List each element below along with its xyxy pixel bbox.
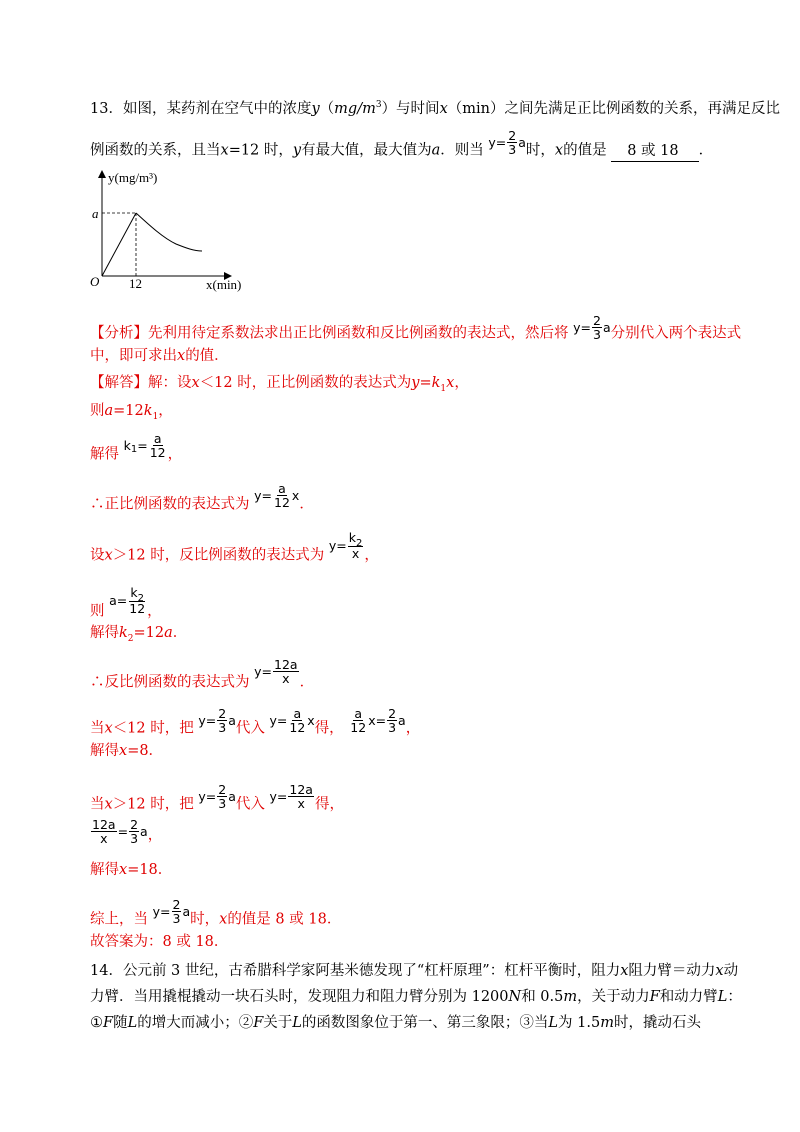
q13-line1	[90, 95, 780, 119]
circled-1: ①	[90, 1015, 103, 1031]
fraction-a-12	[149, 432, 167, 459]
x-axis-label: x(min)	[206, 277, 242, 292]
q13-line2-text4: ．则当	[440, 142, 484, 159]
formula-y-eq-12a-x	[254, 658, 299, 685]
case1-text2: ＜12 时，把	[112, 720, 194, 737]
math-y: y	[488, 134, 496, 150]
fraction-2-3	[172, 898, 182, 925]
unit-N: N	[508, 989, 522, 1005]
summary-line	[90, 897, 342, 933]
eq-12: =12	[133, 625, 165, 641]
set2-text: 设	[90, 547, 105, 564]
var-a: a	[164, 625, 173, 641]
frac-num: 2	[218, 706, 227, 721]
var-a: a	[104, 403, 114, 419]
set2-text2: ＞12 时，反比例函数的表达式为	[112, 547, 325, 564]
formula-y-eq-a-12-x	[269, 707, 314, 734]
q13-line2-text2: =12 时，	[228, 142, 293, 159]
math-a: a	[398, 712, 406, 728]
math-eq: =	[261, 663, 272, 679]
sub-2: 2	[127, 633, 134, 644]
q13-line2-end: ．	[698, 142, 714, 159]
substitute-text: 代入	[235, 720, 265, 737]
math-k: k	[123, 437, 131, 453]
math-x: x	[368, 712, 376, 728]
fraction-k2-x	[348, 531, 364, 560]
frac-den: 12	[289, 720, 306, 735]
var-x: x	[191, 375, 200, 391]
q14-text7: 和动力臂	[659, 989, 718, 1005]
comma: ，	[167, 446, 183, 463]
frac-num: 12a	[92, 817, 116, 832]
var-x: x	[104, 720, 113, 737]
equation-12a-x-eq-2-3-a	[90, 818, 148, 845]
inv-expr-line	[90, 657, 315, 696]
solve-text: 解得	[90, 446, 119, 463]
math-eq: =	[160, 903, 171, 919]
q14-text2: 阻力臂＝动力	[628, 963, 716, 979]
q13-line2	[90, 128, 714, 164]
math-eq: =	[117, 823, 129, 839]
frac-den: 3	[593, 327, 601, 342]
q14-text4: 力臂．当用撬棍撬动一块石头时，发现阻力和阻力臂分别为 1200	[90, 989, 509, 1005]
fraction-2-3	[217, 783, 227, 810]
formula-y-eq-2-3-a	[573, 314, 611, 341]
math-a: a	[140, 823, 148, 839]
formula-y-eq-k2-x	[329, 531, 365, 560]
fraction-k2-12	[128, 586, 146, 615]
var-x: x	[446, 375, 455, 391]
comma: ，	[147, 827, 163, 844]
inv-expr-text: ∴反比例函数的表达式为	[90, 674, 250, 691]
frac-num: 2	[508, 128, 517, 143]
q14-text: 14．公元前 3 世纪，古希腊科学家阿基米德发现了“杠杆原理”：杠杆平衡时，阻力	[90, 963, 621, 979]
unit-m: m	[600, 1015, 614, 1031]
q13-line1-text2: ）与时间	[381, 100, 440, 117]
frac-num	[129, 586, 145, 602]
final-answer: 故答案为：8 或 18．	[90, 934, 229, 950]
var-x: x	[715, 963, 724, 979]
var-x: x	[620, 963, 629, 979]
fraction-2-3	[592, 314, 602, 341]
final-answer-line	[90, 932, 228, 952]
fraction-2-3	[387, 707, 397, 734]
q13-line1-text3: （min）之间先满足正比例函数的关系，再满足反比	[447, 100, 780, 117]
math-k: k	[348, 530, 356, 545]
math-eq: =	[336, 537, 347, 553]
var-L: L	[292, 1015, 302, 1031]
expr-y-k1: y=k	[411, 375, 441, 391]
frac-den: 3	[218, 720, 227, 735]
case1-text: 当	[90, 720, 105, 737]
solve-x8-line	[90, 741, 163, 761]
var-y: y	[311, 100, 320, 117]
math-x: x	[291, 487, 300, 503]
math-y: y	[198, 788, 206, 804]
frac-num: 2	[130, 817, 139, 832]
var-k: k	[143, 403, 153, 419]
fraction-2-3	[507, 129, 517, 156]
frac-num: 2	[218, 782, 227, 797]
frac-num: a	[153, 431, 162, 446]
linear-segment	[102, 213, 136, 276]
formula-y-eq-a-12-x	[254, 482, 299, 509]
var-x: x	[119, 862, 128, 878]
frac-num: 2	[388, 706, 397, 721]
math-x: x	[307, 712, 315, 728]
frac-den: x	[297, 796, 305, 811]
fraction-2-3	[217, 707, 227, 734]
math-y: y	[573, 319, 581, 335]
var-x: x	[104, 547, 113, 564]
math-eq: =	[495, 134, 507, 150]
q14-line3	[90, 1013, 701, 1033]
comma: ，	[405, 720, 421, 737]
formula-y-eq-2-3-a	[488, 129, 526, 156]
q14-text12: 为 1.5	[558, 1015, 601, 1031]
analysis-text2: 分别代入两个表达式	[610, 325, 742, 342]
math-eq: =	[205, 712, 217, 728]
prop-expr-text: ∴正比例函数的表达式为	[90, 496, 250, 513]
comma: ，	[454, 375, 469, 391]
fraction-a-12	[349, 707, 367, 734]
fraction-12a-x	[273, 658, 299, 685]
inverse-curve	[136, 213, 202, 251]
fraction-2-3	[129, 818, 139, 845]
q14-text6: ，关于动力	[577, 989, 650, 1005]
frac-num	[348, 531, 364, 547]
q14-text9: 的增大而减小；②	[137, 1015, 254, 1031]
math-eq: =	[205, 788, 217, 804]
math-a: a	[182, 903, 191, 919]
analysis-text: 【分析】先利用待定系数法求出正比例函数和反比例函数的表达式，然后将	[90, 325, 569, 342]
analysis-text4: 的值．	[185, 348, 229, 364]
formula-y-eq-2-3-a	[198, 783, 236, 810]
get-text: 得，	[314, 720, 344, 737]
a-label: a	[92, 206, 99, 221]
q14-text3: 动	[723, 963, 739, 979]
concentration-graph	[88, 168, 248, 296]
var-L: L	[717, 989, 728, 1005]
case2-text2: ＞12 时，把	[112, 796, 194, 813]
analysis-line1	[90, 313, 742, 347]
math-y: y	[254, 487, 262, 503]
math-eq: =	[580, 319, 591, 335]
q13-line1-text: 13．如图，某药剂在空气中的浓度	[90, 100, 312, 117]
frac-den: 3	[388, 720, 397, 735]
solve-text: 解得	[90, 862, 119, 878]
comma: ，	[158, 403, 173, 419]
fraction-a-12	[288, 707, 306, 734]
math-y: y	[152, 903, 161, 919]
frac-den: 12	[129, 601, 146, 616]
fraction-12a-x	[288, 783, 314, 810]
math-a: a	[228, 712, 236, 728]
q13-line2-text3: 有最大值，最大值为	[301, 142, 432, 159]
solve-x18-line	[90, 860, 172, 880]
origin-label: O	[90, 274, 100, 289]
substitute-text: 代入	[235, 796, 265, 813]
paren: （	[319, 100, 335, 117]
fraction-12a-x	[91, 818, 117, 845]
fraction-a-12	[273, 482, 291, 509]
q14-line2	[90, 987, 742, 1007]
q14-text5: 和 0.5	[521, 989, 564, 1005]
var-L: L	[127, 1015, 138, 1031]
frac-den: x	[351, 546, 360, 561]
math-a: a	[109, 592, 117, 608]
frac-den: 3	[172, 911, 181, 926]
var-x: x	[439, 100, 448, 117]
solve-text: 解得	[90, 625, 119, 641]
q14-line1	[90, 961, 738, 981]
var-a: a	[431, 142, 441, 159]
math-a: a	[228, 788, 236, 804]
math-sub-2: 2	[137, 593, 145, 604]
math-a: a	[518, 134, 526, 150]
solve-k2-line	[90, 623, 187, 649]
then2-line	[90, 585, 162, 626]
comma: ，	[147, 603, 162, 620]
case2-line	[90, 782, 344, 818]
var-F: F	[649, 989, 660, 1005]
var-x: x	[104, 796, 113, 813]
formula-y-eq-2-3-a	[198, 707, 236, 734]
answer-blank: 8 或 18	[611, 141, 698, 162]
unit-m: m	[563, 989, 578, 1005]
frac-num: 2	[172, 897, 181, 912]
summary-text2: 时，	[190, 911, 220, 928]
var-x: x	[220, 142, 229, 159]
math-a: a	[602, 319, 611, 335]
var-F: F	[103, 1015, 114, 1031]
frac-den: 12	[149, 445, 166, 460]
sub-1: 1	[152, 411, 159, 422]
period: ．	[299, 674, 315, 691]
analysis-line2	[90, 346, 229, 366]
equation-a-12-x-eq-2-3-a	[348, 707, 405, 734]
q13-line2-text5: 时，	[525, 142, 555, 159]
case1-line	[90, 706, 421, 742]
summary-text: 综上，当	[90, 911, 148, 928]
math-eq: =	[375, 712, 387, 728]
prop-expr-line	[90, 481, 314, 518]
solve-text: 解得	[90, 743, 119, 759]
x-tick-12: 12	[129, 276, 142, 291]
solve-k1-line	[90, 431, 183, 468]
math-y: y	[269, 712, 277, 728]
period: ．	[172, 625, 188, 641]
math-y: y	[328, 537, 337, 553]
result-8: =8．	[127, 743, 164, 759]
var-k: k	[119, 625, 128, 641]
frac-den: x	[100, 831, 108, 846]
formula-y-eq-2-3-a	[153, 898, 191, 925]
frac-den: 3	[218, 796, 227, 811]
q14-text11: 的函数图象位于第一、第三象限；③当	[301, 1015, 549, 1031]
formula-y-eq-12a-x	[269, 783, 314, 810]
var-L: L	[548, 1015, 559, 1031]
q13-line2-text6: 的值是	[563, 142, 607, 159]
math-sub-1: 1	[130, 443, 138, 455]
frac-den: 12	[274, 495, 290, 510]
formula-a-eq-k2-12	[109, 586, 147, 615]
frac-num: 2	[593, 313, 601, 328]
q14-text10: 关于	[263, 1015, 293, 1031]
q14-text8: 随	[113, 1015, 128, 1031]
case2-text: 当	[90, 796, 105, 813]
sub-1: 1	[440, 383, 447, 394]
frac-den: 3	[508, 142, 517, 157]
formula-k1-eq-a-12	[124, 432, 168, 459]
result-18: =18．	[127, 862, 173, 878]
answer-text: 【解答】解：设	[90, 375, 192, 391]
var-x: x	[219, 911, 228, 928]
summary-text3: 的值是 8 或 18．	[227, 911, 342, 928]
answer-line1	[90, 373, 469, 399]
then-text: 则	[90, 403, 105, 419]
get-text: 得，	[314, 796, 344, 813]
frac-num: a	[293, 706, 302, 721]
then-line	[90, 401, 173, 427]
frac-den: 3	[130, 831, 139, 846]
equation-line-18	[90, 817, 163, 849]
set2-line	[90, 530, 379, 570]
frac-den: 12	[350, 720, 367, 735]
var-F: F	[253, 1015, 264, 1031]
then2-text: 则	[90, 603, 105, 620]
comma: ，	[364, 547, 379, 564]
period: ．	[299, 496, 314, 513]
y-axis-label: y(mg/m³)	[108, 170, 158, 185]
math-eq: =	[261, 487, 272, 503]
answer-text2: ＜12 时，正比例函数的表达式为	[199, 375, 412, 391]
var-x: x	[554, 142, 564, 159]
unit: mg/m	[334, 100, 376, 117]
q14-text13: 时，撬动石头	[613, 1015, 701, 1031]
math-y: y	[254, 663, 262, 679]
math-eq: =	[137, 437, 148, 453]
math-eq: =	[116, 592, 128, 608]
math-sub-2: 2	[356, 538, 363, 549]
math-k: k	[130, 585, 138, 600]
var-y: y	[292, 142, 302, 159]
math-eq: =	[276, 788, 288, 804]
frac-den: x	[282, 671, 290, 686]
var-x: x	[177, 348, 186, 364]
colon: ：	[727, 989, 742, 1005]
math-y: y	[198, 712, 206, 728]
unit-sup: 3	[375, 100, 382, 110]
frac-num: a	[354, 706, 363, 721]
frac-num: a	[278, 481, 286, 496]
var-x: x	[119, 743, 128, 759]
math-eq: =	[276, 712, 288, 728]
frac-num: 12a	[289, 782, 313, 797]
q13-line2-text: 例函数的关系，且当	[90, 142, 221, 159]
frac-num: 12a	[274, 657, 298, 672]
math-y: y	[269, 788, 277, 804]
analysis-text3: 中，即可求出	[90, 348, 177, 364]
eq-12: =12	[113, 403, 144, 419]
